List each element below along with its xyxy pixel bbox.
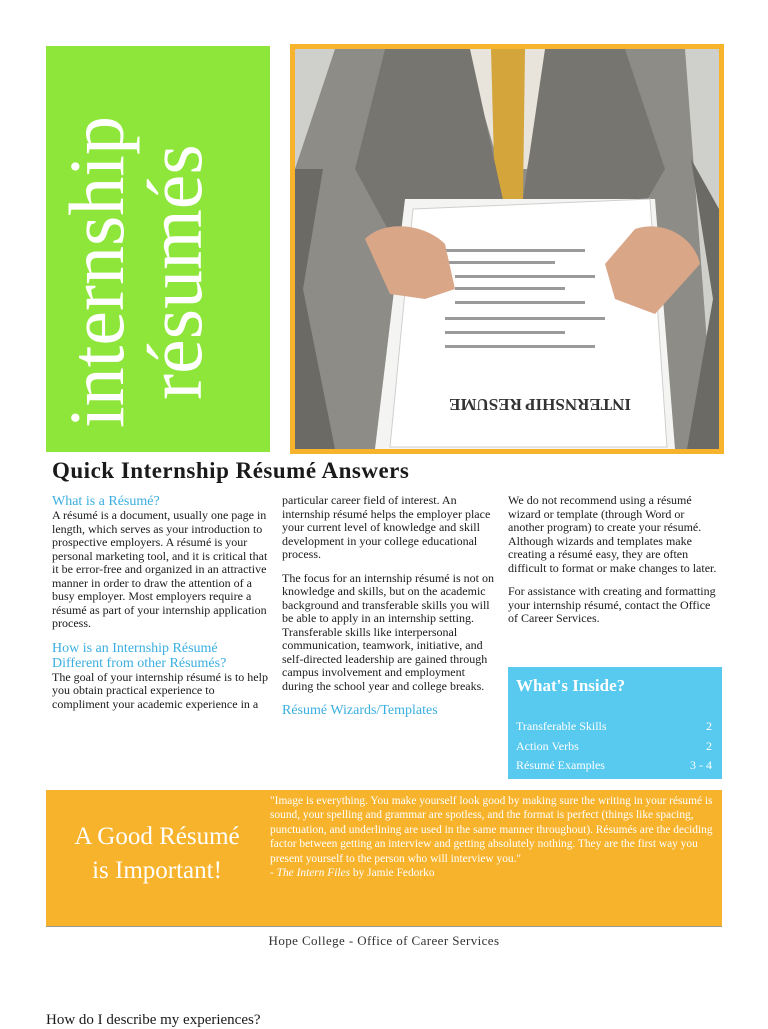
paragraph: We do not recommend using a résumé wizard or template (through Word or another program) to create your résumé. Although wizards and templates make creating a résumé easy, they are often difficult to format or make changes to later.: [508, 493, 717, 575]
vertical-title: [53, 72, 258, 452]
quote-book-title: The Intern Files: [276, 867, 351, 880]
section-heading-internship-difference: How is an Internship Résumé Different from other Résumés?: [52, 640, 227, 671]
paper-heading: INTERNSHIP RESUME: [449, 395, 631, 414]
inside-item: [516, 739, 712, 754]
inside-item-page: 2: [706, 719, 712, 733]
quote-attribution-dash: -: [270, 867, 277, 880]
page-footer: Hope College - Office of Career Services: [268, 933, 500, 948]
paragraph: particular career field of interest. An internship résumé helps the employer place your current level of knowledge and skill development in your college educational process.: [282, 493, 491, 561]
inside-item-page: 3 - 4: [690, 758, 712, 772]
callout-line-1: A Good Résumé: [74, 823, 240, 850]
photo-frame: [290, 44, 724, 454]
title-block: [46, 46, 270, 452]
inside-item-label: Transferable Skills: [516, 719, 607, 733]
column-2: [282, 494, 496, 718]
next-page-heading: How do I describe my experiences?: [46, 1012, 261, 1028]
page-headline: Quick Internship Résumé Answers: [52, 458, 410, 483]
footer-divider: [46, 926, 722, 927]
callout-box: [46, 790, 722, 926]
whats-inside-title: What's Inside?: [516, 676, 626, 695]
callout-heading: [46, 820, 268, 888]
inside-item: [516, 719, 712, 734]
paragraph: A résumé is a document, usually one page in length, which serves as your introduction to prospective employers. A résumé is your personal marketing tool, and it is critical that it be error-free and organized in an attractive manner in order to draw the attention of a busy employer. Most employers require a résumé as part of your internship application process.: [52, 508, 268, 630]
section-heading-what-is-resume: What is a Résumé?: [52, 494, 160, 509]
inside-item-page: 2: [706, 739, 712, 753]
title-line-1: internship: [53, 116, 140, 428]
paragraph: The goal of your internship résumé is to help you obtain practical experience to compliment your academic experience in a: [52, 669, 268, 711]
inside-item-label: Résumé Examples: [516, 758, 605, 772]
inside-item: [516, 758, 712, 773]
whats-inside-box: [508, 667, 722, 779]
column-3: [508, 494, 722, 636]
quote-author: by Jamie Fedorko: [350, 867, 435, 880]
inside-item-label: Action Verbs: [516, 739, 579, 753]
column-1: [52, 494, 272, 721]
paragraph: The focus for an internship résumé is not on knowledge and skills, but on the academic background and transferable skills you will be able to apply in an internship setting. Transferable skills like interpersonal communication, teamwork, initiative, and self-directed leadership are gained through campus involvement and employment during the school year and college breaks.: [282, 570, 494, 693]
title-line-2: résumés: [131, 144, 218, 400]
paragraph: For assistance with creating and formatting your internship résumé, contact the Office of Career Services.: [508, 584, 716, 625]
section-heading-wizards-templates: Résumé Wizards/Templates: [282, 703, 438, 718]
callout-line-2: is Important!: [92, 857, 222, 884]
quote-text: "Image is everything. You make yourself look good by making sure the writing in your résumé is sound, your spelling and grammar are spotless, and the format is perfect (things like spacing, punctuation, and underlining are used in the same manner throughout). Résumés are the deciding factor between getting an interview and getting absolutely nothing. They are the first way you present yourself to the person who will interview you.": [270, 795, 713, 865]
callout-quote: [270, 794, 714, 880]
businessman-holding-resume-photo: [295, 49, 719, 449]
